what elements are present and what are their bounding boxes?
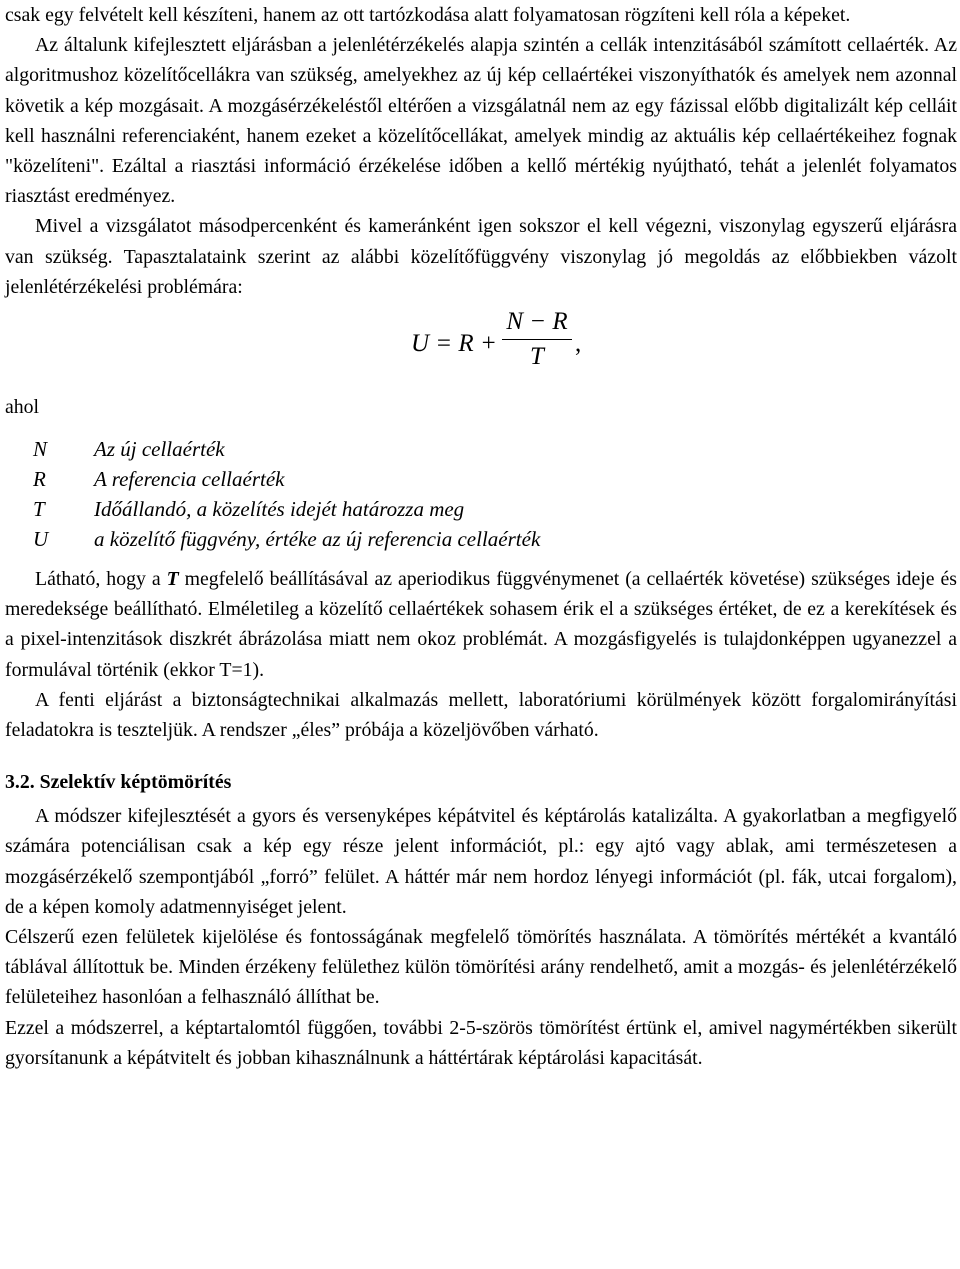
formula-denominator: T <box>530 343 544 371</box>
definition-text: Időállandó, a közelítés idejét határozza meg <box>94 497 465 522</box>
definition-row <box>5 494 957 524</box>
paragraph-approximation-intro: Mivel a vizsgálatot másodpercenként és kameránként igen sokszor el kell végezni, viszonylag egyszerű eljárásra van szükség. Tapasztalataink szerint az alábbi közelítőfüggvény viszonylag jó megoldás az előbbiekben vázolt jelenlétérzékelési problémára: <box>5 215 957 298</box>
paragraph-results: Ezzel a módszerrel, a képtartalomtól függően, további 2-5-szörös tömörítést értünk el, amivel nagymértékben sikerült gyorsítanunk a képátvitelt és jobban kihasználnunk a háttértárak képtárolási kapacitását. <box>5 1016 957 1069</box>
paragraph-compression-motivation: A módszer kifejlesztését a gyors és versenyképes képátvitel és képtárolás katalizálta. A gyakorlatban a megfigyelő számára potenciálisan csak a kép egy része jelent információt, pl.: egy ajtó vagy ablak, ami természetesen a mozgásérzékelő szempontjából „forró” felület. A háttér már nem hordoz lényegi információt (pl. fák, utcai forgalom), de a képen komoly adatmennyiséget jelent. <box>5 805 957 918</box>
document-page <box>5 0 957 1073</box>
variable-definitions <box>5 434 957 554</box>
definition-symbol: U <box>33 527 49 552</box>
definition-symbol: T <box>33 497 45 522</box>
definition-text: a közelítő függvény, értéke az új referencia cellaérték <box>94 527 541 552</box>
where-label: ahol <box>5 396 40 419</box>
definition-row <box>5 434 957 464</box>
section-heading: 3.2. Szelektív képtömörítés <box>5 771 232 794</box>
definition-row <box>5 524 957 554</box>
definition-symbol: R <box>33 467 46 492</box>
paragraph-continuation: csak egy felvételt kell készíteni, hanem az ott tartózkodása alatt folyamatosan rögzíteni kell róla a képeket. <box>5 4 851 26</box>
definition-symbol: N <box>33 437 48 462</box>
time-constant-symbol: T <box>166 568 179 591</box>
paragraph-time-constant <box>5 564 957 685</box>
definition-text: A referencia cellaérték <box>94 467 285 492</box>
approximation-formula <box>5 306 957 392</box>
formula-fraction <box>502 306 572 372</box>
formula-left-side: U = R + <box>411 330 497 358</box>
definition-row <box>5 464 957 494</box>
paragraph-presence-detection: Az általunk kifejlesztett eljárásban a jelenlétérzékelés alapja szintén a cellák intenzitásából számított cellaérték. Az algoritmushoz közelítőcellákra van szükség, amelyekhez az új kép cellaértékei viszonyíthatók és amelyek nem azonnal követik a kép mozgásait. A mozgásérzékeléstől eltérően a vizsgálatnál nem az egy fázissal előbb digitalizált kép celláit kell használni referenciaként, hanem ezeket a közelítőcellákat, amelyek mindig az aktuális kép cellaértékeihez fognak "közelíteni". Ezáltal a riasztási információ érzékelése időben a kellő mértékig nyújtható, tehát a jelenlét folyamatos riasztást eredményez. <box>5 34 957 208</box>
formula-comma: , <box>575 330 582 358</box>
paragraph-laboratory-tests: A fenti eljárást a biztonságtechnikai alkalmazás mellett, laboratóriumi körülmények között forgalomirányítási feladatokra is teszteljük. A rendszer „éles” próbája a közeljövőben várható. <box>5 688 957 742</box>
formula-numerator: N − R <box>506 308 568 336</box>
definition-text: Az új cellaérték <box>94 437 225 462</box>
paragraph-time-constant-before: Látható, hogy a <box>35 568 167 591</box>
paragraph-time-constant-after: megfelelő beállításával az aperiodikus függvénymenet (a cellaérték követése) szükséges ideje és meredeksége beállítható. Elméletileg a közelítő cellaértékek sohasem érik el a szükséges értéket, de ez a kerekítések és a pixel-intenzitások diszkrét ábrázolása miatt nem okoz problémát. A mozgásfigyelés is tulajdonképpen ugyanezzel a formulával történik (ekkor T=1). <box>5 568 957 681</box>
paragraph-quantization: Célszerű ezen felületek kijelölése és fontosságának megfelelő tömörítés használata. A tömörítés mértékét a kvantáló táblával állítottuk be. Minden érzékeny felülethez külön tömörítési arány rendelhető, amit a mozgás- és jelenlétérzékelő felületeihez hasonlóan a felhasználó állíthat be. <box>5 926 957 1009</box>
